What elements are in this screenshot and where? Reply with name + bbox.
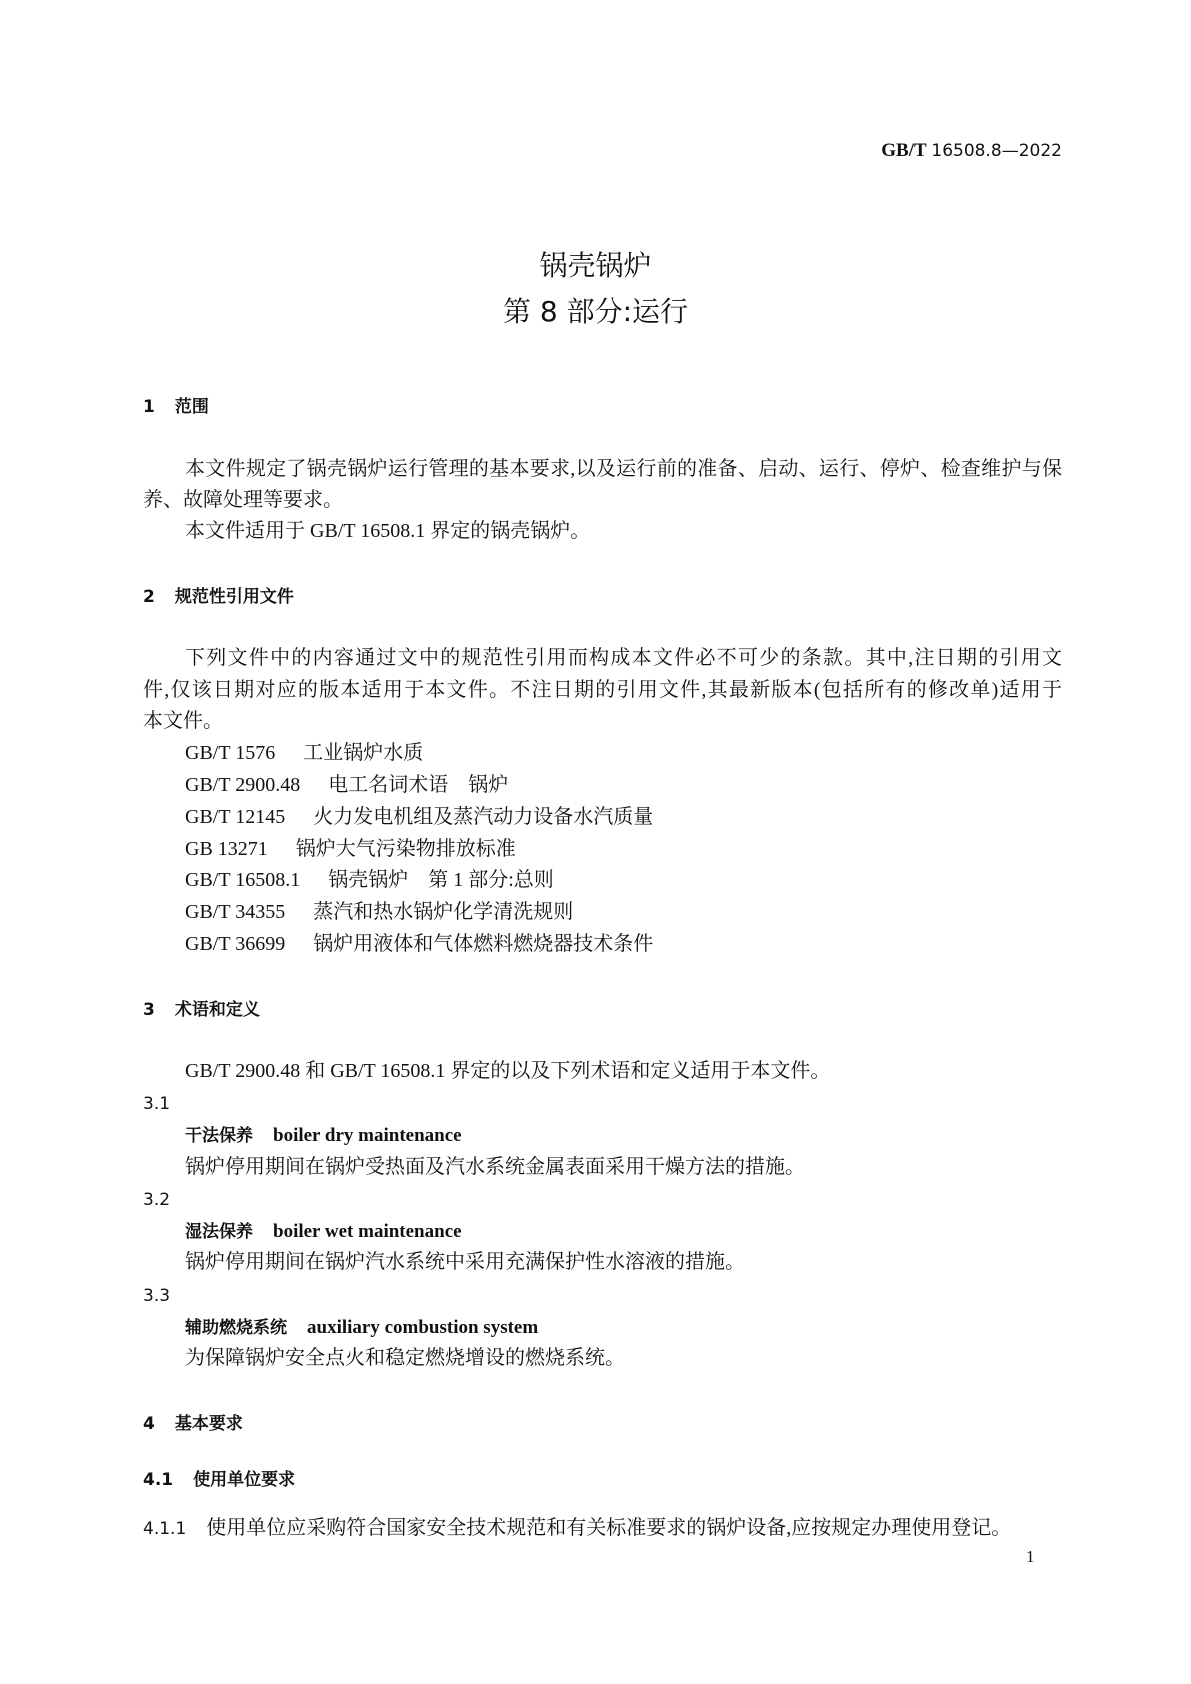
paragraph: 下列文件中的内容通过文中的规范性引用而构成本文件必不可少的条款。其中,注日期的引用文 (185, 647, 1062, 669)
section-3-heading: 3 术语和定义 (143, 1000, 260, 1020)
standard-prefix: GB/T (881, 140, 927, 161)
section-4-heading: 4 基本要求 (143, 1414, 243, 1434)
term-title: 辅助燃烧系统 auxiliary combustion system (185, 1317, 539, 1338)
reference-item: GB/T 1576 工业锅炉水质 (185, 742, 424, 764)
reference-item: GB 13271 锅炉大气污染物排放标准 (185, 838, 516, 860)
paragraph: 本文件规定了锅壳锅炉运行管理的基本要求,以及运行前的准备、启动、运行、停炉、检查维护与保 (185, 458, 1062, 480)
paragraph: GB/T 2900.48 和 GB/T 16508.1 界定的以及下列术语和定义适用于本文件。 (185, 1060, 831, 1082)
section-2-heading: 2 规范性引用文件 (143, 587, 294, 607)
reference-item: GB/T 16508.1 锅壳锅炉 第 1 部分:总则 (185, 869, 554, 891)
document-title: 锅壳锅炉 (539, 249, 652, 282)
clause-4-1-1: 4.1.1 使用单位应采购符合国家安全技术规范和有关标准要求的锅炉设备,应按规定办理使用登记。 (143, 1517, 1012, 1539)
paragraph: 本文件适用于 GB/T 16508.1 界定的锅壳锅炉。 (185, 520, 591, 542)
reference-item: GB/T 2900.48 电工名词术语 锅炉 (185, 774, 509, 796)
section-1-heading: 1 范围 (143, 397, 209, 417)
paragraph: 本文件。 (143, 710, 223, 732)
term-title: 干法保养 boiler dry maintenance (185, 1125, 462, 1146)
subsection-4-1-heading: 4.1 使用单位要求 (143, 1470, 296, 1490)
standard-number (881, 140, 1062, 162)
reference-item: GB/T 34355 蒸汽和热水锅炉化学清洗规则 (185, 901, 574, 923)
term-title: 湿法保养 boiler wet maintenance (185, 1221, 462, 1242)
term-definition: 锅炉停用期间在锅炉汽水系统中采用充满保护性水溶液的措施。 (185, 1251, 745, 1273)
page-number: 1 (1026, 1547, 1035, 1566)
term-number: 3.2 (143, 1190, 171, 1210)
term-number: 3.1 (143, 1094, 171, 1114)
paragraph: 件,仅该日期对应的版本适用于本文件。不注日期的引用文件,其最新版本(包括所有的修改单)适用于 (143, 679, 1062, 701)
reference-item: GB/T 36699 锅炉用液体和气体燃料燃烧器技术条件 (185, 933, 654, 955)
term-definition: 为保障锅炉安全点火和稳定燃烧增设的燃烧系统。 (185, 1347, 625, 1369)
term-number: 3.3 (143, 1286, 171, 1306)
reference-item: GB/T 12145 火力发电机组及蒸汽动力设备水汽质量 (185, 806, 654, 828)
paragraph: 养、故障处理等要求。 (143, 489, 343, 511)
document-subtitle: 第 8 部分:运行 (502, 295, 689, 328)
standard-code: 16508.8—2022 (931, 141, 1062, 161)
term-definition: 锅炉停用期间在锅炉受热面及汽水系统金属表面采用干燥方法的措施。 (185, 1156, 805, 1178)
